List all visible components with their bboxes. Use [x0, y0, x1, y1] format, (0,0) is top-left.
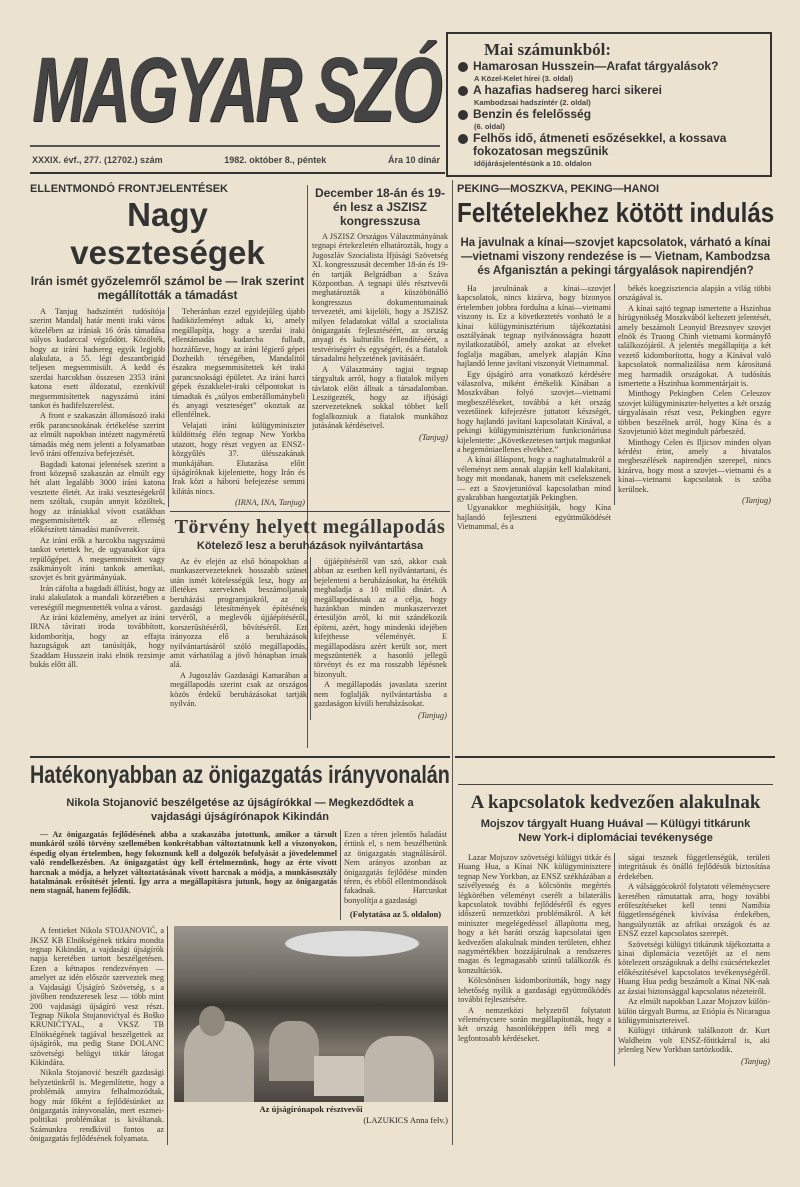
article4-col2: békés koegzisztencia alapján a világ többi országával is. A kínai sajtó tegnap ismertette a Hszinhua hírügynökség Moszkvából keltezett jelentését, amely beszámolt Leonyid Brezsnyev szovjet elnök és Truong Chinh vietnami kormányfő találkozójáról. A jelentés megállapítja a két vezető kidomborította, hogy a Kínával való kapcsolatok normalizálása nem károsítaná meg harmadik országokat. A tudósítás ismertette a Hszinhua kommentárjait is. Minthogy Pekingben Celen Celeszov szovjet külügyminiszter-helyettes a két ország tárgyalásain részt vesz, Pekingben egyre többen beszélnek arról, hogy Kína és a Szovjetunió közt megindult párbeszéd. Minthogy Celen és Iljicsov minden olyan kérdést érint, amely a hivatalos megbeszélések napirendjén szerepel, nincs kizárva, hogy most a szovjet—vietnami és a kínai—vietnami kapcsolatok is szóba kerülnek. (Tanjug)	[614, 284, 771, 505]
article5-lead: — Az önigazgatás fejlődésének abba a szakaszába jutottunk, amikor a társult munkáról szóló törvény szellemében konkrétabban változtatnunk kell a viszonyokon, éspedig olyan értelemben, hogy fokoznunk kell a dolgozók befolyását a jövedelemmel való rendelkezésben. Az önigazgatást úgy kell értelmeznünk, hogy az érte vívott harcnak a módja, a helyzet változtatásának vívott harcnak a módja, a munkásosztály hatalmának erősítését jelenti. Így arra a megállapításra jutunk, hogy az önigazgatás nem stagnál, hanem fejlődik.	[30, 830, 337, 896]
bullet-icon	[458, 110, 468, 120]
article3-col2: újjáépítéséről van szó, akkor csak abban az esetben kell nyilvántartani, és bejelenteni a beruházásokat, ha értékük meghaladja a 10 millió dinárt. A megállapodásnak az a célja, hogy hazánkban minden munkaszervezet értesüljön arról, ki mit szándékozik építeni, azért, hogy mindenki idejében kifejthesse véleményét. E megállapodásra azért került sor, mert megszüntették a hasonló jellegű törvényt és ez ma rosszabb lépésnek bizonyult. A megállapodás javaslata szerint nem foglalják nyilvántartásba a gazdaságon kívüli beruházásokat. (Tanjug)	[310, 557, 447, 720]
article4	[457, 182, 774, 533]
article6-subtitle: Mojszov tárgyalt Huang Huával — Külügyi titkárunk New York-i diplomáciai tevékenysége	[480, 818, 751, 844]
contents-title: Mai számunkból:	[484, 40, 612, 59]
article5-col1: A fentieket Nikola STOJANOVIĆ, a JKSZ KB Elnökségének titkára mondta tegnap Kikindán, a vajdasági újságírók napja keretében tartott beszélgetésen. Ezen a kétnapos rendezvényen — amelyet az idén először szerveztek meg a Vajdasági Újságíró Szövetség, s a jövőben rendszeresek lesz — több mint 200 vajdasági újságíró vesz részt. Tegnap Nikola Stojanovićtyal és Boško KRUNIĆTYAL, a VKSZ TB Elnökségének tagjával beszélgettek az újságírók, ma pedig Stane DOLANC szövetségi belügyi titkár látogat Kikindára. Nikola Stojanović beszélt gazdasági helyzetünkről is. Megemlítette, hogy a problémák annyira felhalmozódtak, hogy már főként a fejlődésünket az önigazgatás irányvonalán, mert eszmei-politikai problémákat is kiváltanak. Számunkra rendkívül fontos az önigazgatás fejlődésének folyamata.	[30, 926, 168, 1144]
article3	[170, 515, 450, 720]
article4-kicker: PEKING—MOSZKVA, PEKING—HANOI	[457, 183, 660, 195]
article6-col2: ságai tesznek függetlenségük, területi integritásuk és önálló fejlődésük biztosítása érdekében. A válsággócokról folytatott véleménycsere keretében rámutattak arra, hogy további erőfeszítéseket kell tenni Namíbia függetlenségének kivívása érdekében, hangsúlyozták az afrikai országok és az ENSZ ezzel kapcsolatos szerepét. Szövetségi külügyi titkárunk tájékoztatta a kínai diplomácia vezetőjét az el nem kötelezett országoknak a delhi csúcsértekezlet előkészítésével kapcsolatos tevékenységéről. Huang Hua pedig beszámolt a Kínai NK-nak az ázsiai biztonsággal kapcsolatos nézeteiről. Az elmúlt napokban Lazar Mojszov külön-külön tárgyalt Burma, az Etiópia és Nicaragua külügyminisztereivel. Külügyi titkárunk találkozott dr. Kurt Waldheim volt ENSZ-főtitkárral is, aki jelenleg New Yorkban tartózkodik. (Tanjug)	[614, 853, 770, 1066]
photo-credit: (LAZUKICS Anna felv.)	[363, 1115, 448, 1126]
news-photo	[174, 926, 448, 1102]
photo-caption: Az újságírónapok résztvevői	[259, 1104, 363, 1115]
article4-col1: Ha javulnának a kínai—szovjet kapcsolatok, nincs kizárva, hogy bizonyos értelemben jobbra fordulna a kínai—vietnami viszony is. Ez a következtetés vonható le a kínai külügyminisztérium tájékoztatási osztályának tegnap nyilvánosságra hozott nyilatkozatából, amely azokat az elveket foglalja magában, amelyek alapján Kína hajlandó lenne javítani viszonyát Vietnammal. Egy újságíró arra vonatkozó kérdésére válaszolva, miként értékelik Kínában a Moszkvában folyó szovjet—vietnami megbeszéléseket, továbbá a két ország vezetőinek kifejezésre juttatott készségét, hogy hajlandó javítani kapcsolatait Kínával, a pekingi külügyminisztérium funkcionáriusa kijelentette: „Következetesen tartjuk magunkat a hegemóniaellenes elvekhez.” A kínai álláspont, hogy a naghatalmakról a véleményt nem annak alapján kell kialakítani, hogy mit mondanak, hanem mit cselekszenek — ezt a Szovjetunióval kapcsolatban mind gyakrabban hangoztatják Pekingben. Ugyanakkor meghíúsítják, hogy Kína hajlandó fejleszteni együttműködését Vietnammal, és a	[457, 284, 611, 532]
article4-source: (Tanjug)	[742, 494, 771, 505]
article1-title: Nagy veszteségek	[70, 196, 265, 271]
article1-kicker: ELLENTMONDÓ FRONTJELENTÉSEK	[30, 183, 229, 195]
article1-col1: A Tanjug hadszíntéri tudósítója szerint Mandalj határ menti iraki város közelében az irániak 16 órás támadása súlyos kudarccal végződött. Közölték, hogy az iráni hadsereg egyik legjobb alakulata, a 55. légi deszantbrigád teljesen megsemmisült. A kedd és szerdai harcokban összesen 2353 iráni katona esett áldozatul, ezenkívül megsemmisítettek nagyszámú iráni tankot és hadifelszerelést. A front e szakaszán állomásozó iraki erők parancsnokának értékelése szerint az elmúlt napokban intézett nagyméretű támadás még nem jelenti a folyamatban levő iráni offenzíva befejezését. Bagdadi katonai jelentések szerint a front közepső szakaszán az elmúlt egy hét alatt legalább 3000 iráni katona vesztette életét. Az iraki veszteségekről nem szóltak, csupán annyit közöltek, hogy az irániakkal vívott csatákban megsemmisítették az ellenség előkészített támadási manővereit. Az iráni erők a harcokba nagyszámú tankot vetettek be, de ugyanakkor újra repülőgépet. A megsemmisített vagy zsákmányolt iráni tankok amerikai, szovjet és brit gyártmányúak. Irán cáfolta a bagdadi állítást, hogy az iraki alakulatok a mandali körzetében a vereségtől megmentették volna a várost. Az iráni közlemény, amelyet az iráni IRNA távirati iroda továbbított, kidomborítja, hogy az effajta hazugságok azt tanúsítják, hogy Szaddam Husszein iraki elnök rezsimje bukás előtt áll.	[30, 307, 165, 670]
article6	[458, 760, 773, 1066]
article2-source: (Tanjug)	[419, 431, 448, 442]
logo-wrap	[32, 40, 440, 142]
article6-source: (Tanjug)	[741, 1055, 770, 1066]
contents-box	[446, 32, 772, 177]
article2	[312, 186, 448, 442]
article6-title: A kapcsolatok kedvezően alakulnak	[470, 792, 761, 813]
article3-col1: Az év elején az első hónapokban a munkaszervezeteknek hosszabb szünet után ismét kötelességük lesz, hogy az illetékes szerveknek beszámoljanak beruházási programjaikról, az új gazdasági létesítmények építésének tervéről, a meglevők újjáépítéséről, korszerűsítéséről, bővítéséről. Ezt irányozza elő a beruházások nyilvántartásáról szóló megállapodás, amit várhatólag a jövő hónapban írnak alá. A Jugoszláv Gazdasági Kamarában a megállapodás szerint csak az országos közös érdekű beruházásokat tartják nyilván.	[170, 557, 307, 709]
article3-source: (Tanjug)	[418, 709, 447, 720]
issue-number: XXXIX. évf., 277. (12702.) szám	[32, 155, 163, 165]
article5-subtitle: Nikola Stojanović beszélgetése az újságírókkal — Megkezdődtek a vajdasági újságírónapok Kikindán	[66, 797, 414, 823]
newspaper-logo: MAGYAR SZÓ	[32, 39, 440, 141]
article1-source: (IRNA, INA, Tanjug)	[234, 497, 305, 508]
article5-title: Hatékonyabban az önigazgatás irányvonalán	[30, 761, 450, 789]
price: Ára 10 dinár	[387, 155, 440, 165]
article4-title: Feltételekhez kötött indulás	[457, 197, 775, 228]
bullet-icon	[458, 62, 468, 72]
contents-item[interactable]: Benzin és felelősség (6. oldal)	[458, 108, 760, 132]
contents-item[interactable]: Hamarosan Husszein—Arafat tárgyalások? A Közel-Kelet hírei (3. oldal)	[458, 60, 760, 84]
article2-body: A JSZISZ Országos Választmányának tegnapi értekezletén elhatározták, hogy a Jugoszláv Szocialista Ifjúsági Szövetség XI. kongresszusát december 18-án és 19-én tartják Belgrádban a Száva Központban. A tegnapi ülés résztvevői meghatározták a küszöbönálló kongresszus dokumentumainak tervezetét, ami kijelöli, hogy a JSZISZ milyen feladatokat vállal a szocialista önigazgatás fejlesztéséért, az ország anyagi és kulturális fellendítéséért, a testvériségért és egységért, és a fiatalok társadalmi helyzetének javításáért. A Választmány tagjai tegnap tárgyaltak arról, hogy a fiatalok milyen távlatok előtt állnak a társadalomban. Leszögezték, hogy az ifjúsági szervezeteknek sokkal többet kell foglalkozniuk a fiatalok munkához jutásának kérdéseivel. (Tanjug)	[312, 232, 448, 442]
article6-col1: Lazar Mojszov szövetségi külügyi titkár és Huang Hua, a Kínai NK külügyminisztere tegnap New Yorkban, az ENSZ székházában a szívélyesség és a kölcsönös megértés légkörében véleményt cserélt a bilaterális kapcsolatok további fejlődéséről és egyes időszerű nemzetközi problémákról. A két miniszter megelégedéssel állapította meg, hogy a két baráti ország kapcsolatai igen kedvezően alakulnak minden területen, ehhez nagymértékben hozzájárulnak a rendszeres magas és legmagasabb szintű találkozók és konzultációk. Kölcsönösen kidomborították, hogy nagy lehetőség nyílik a gazdasági együttműködés további fejlesztésére. A nemzetközi helyzetről folytatott véleménycsere során megállapították, hogy a két ország hasonlóképpen ítéli meg a legfontosabb kérdéseket.	[458, 853, 611, 1043]
issue-info-line	[32, 154, 440, 166]
issue-date: 1982. október 8., péntek	[224, 155, 327, 165]
contents-item[interactable]: A hazafias hadsereg harci sikerei Kambodzsai hadszíntér (2. oldal)	[458, 84, 760, 108]
article5	[30, 760, 450, 1145]
article1-col2: Teheránban ezzel egyidejűleg újabb hadiközleményt adtak ki, amely megállapítja, hogy a szerdai iraki ellentámadás kudarcba fulladt, hozzáfűzve, hogy az iráni légierő gépei Dozheikh térségében, Mandalitól északra megsemmisítettek két iraki parancsnoksági épületet. Az iráni harci gépek északkelet-iraki célpontokat is támadtak és „súlyos emberállománybeli és anyagi veszteséget” okoztak az ellenfélnek. Velajati iráni külügyminiszter küldöttség élén tegnap New Yorkba utazott, hogy részt vegyen az ENSZ-közgyűlés 37. ülésszakának munkájában. Elutazása előtt újságíróknak kijelentette, hogy Irán és Irak közt a háború befejezése semmi kilátás nincs. (IRNA, INA, Tanjug)	[168, 307, 305, 507]
article4-subtitle: Ha javulnak a kínai—szovjet kapcsolatok, várható a kínai—vietnami viszony rendezése is — Vietnam, Kambodzsa és Afganisztán a pekingi tárgyalások napirendjén?	[460, 237, 771, 277]
contents-item[interactable]: Felhős idő, átmeneti esőzésekkel, a kossava fokozatosan megszűnik Időjárásjelentésünk a 10. oldalon	[458, 132, 760, 169]
article3-subtitle: Kötelező lesz a beruházások nyilvántartása	[196, 540, 424, 552]
bullet-icon	[458, 134, 468, 144]
article1-subtitle: Irán ismét győzelemről számol be — Irak szerint megállították a támadást	[30, 274, 305, 302]
article3-title: Törvény helyett megállapodás	[174, 516, 446, 538]
article2-title: December 18-án és 19-én lesz a JSZISZ kongresszusa	[314, 186, 446, 228]
article5-continued-link[interactable]: (Folytatása az 5. oldalon)	[349, 909, 442, 920]
article5-side: Ezen a téren jelentős haladást értünk el, s nem beszélhetünk az önigazgatás stagnálásáról. Nem arányos azonban az önigazgatás fejlődése minden téren, és ebből ellentmondások fakadnak. Harcunkat bonyolítja a gazdasági	[344, 830, 447, 905]
bullet-icon	[458, 86, 468, 96]
